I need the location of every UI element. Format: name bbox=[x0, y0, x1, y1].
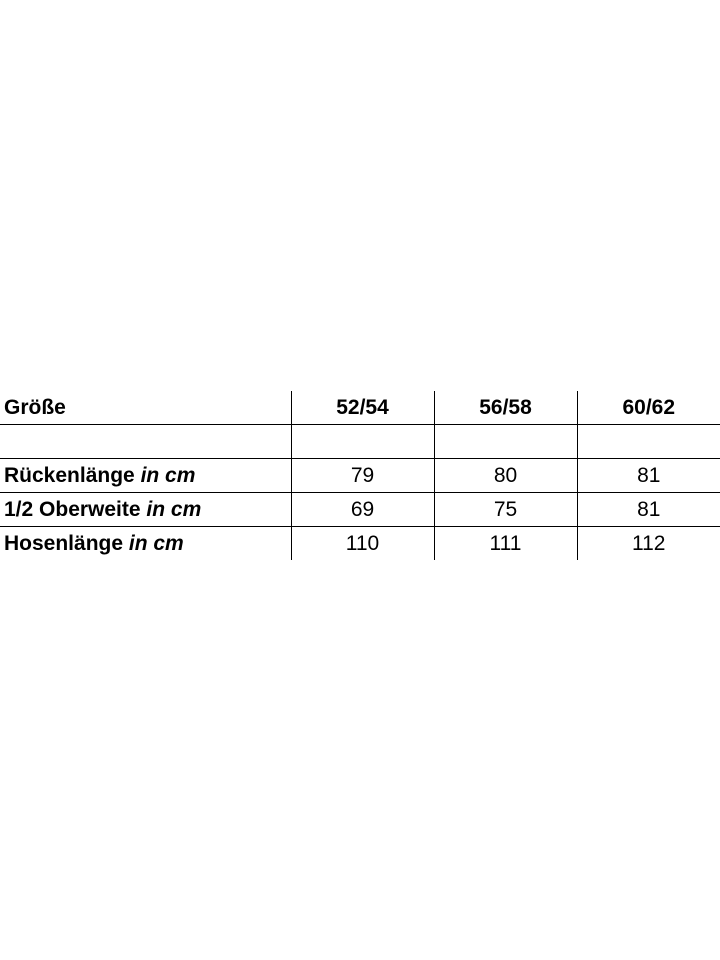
unit-label: in cm bbox=[146, 498, 202, 521]
table-cell: 112 bbox=[577, 527, 720, 561]
row-label bbox=[0, 527, 291, 561]
measure-name: Rückenlänge bbox=[4, 464, 135, 487]
size-column-header: 52/54 bbox=[291, 391, 434, 425]
unit-label: in cm bbox=[140, 464, 196, 487]
table-row bbox=[0, 493, 720, 527]
empty-cell bbox=[434, 425, 577, 459]
table-cell: 75 bbox=[434, 493, 577, 527]
size-column-header: 56/58 bbox=[434, 391, 577, 425]
empty-cell bbox=[0, 425, 291, 459]
table-cell: 79 bbox=[291, 459, 434, 493]
table-cell: 111 bbox=[434, 527, 577, 561]
table-cell: 80 bbox=[434, 459, 577, 493]
table-cell: 69 bbox=[291, 493, 434, 527]
table-row bbox=[0, 459, 720, 493]
table-spacer-row bbox=[0, 425, 720, 459]
empty-cell bbox=[577, 425, 720, 459]
row-label bbox=[0, 493, 291, 527]
unit-label: in cm bbox=[128, 532, 184, 555]
table-cell: 110 bbox=[291, 527, 434, 561]
size-header-label: Größe bbox=[0, 391, 291, 425]
table-header-row bbox=[0, 391, 720, 425]
size-chart-table bbox=[0, 391, 720, 560]
size-column-header: 60/62 bbox=[577, 391, 720, 425]
table-row bbox=[0, 527, 720, 561]
table-cell: 81 bbox=[577, 493, 720, 527]
measure-name: Hosenlänge bbox=[4, 532, 124, 555]
empty-cell bbox=[291, 425, 434, 459]
table-cell: 81 bbox=[577, 459, 720, 493]
row-label bbox=[0, 459, 291, 493]
measure-name: 1/2 Oberweite bbox=[4, 498, 141, 521]
